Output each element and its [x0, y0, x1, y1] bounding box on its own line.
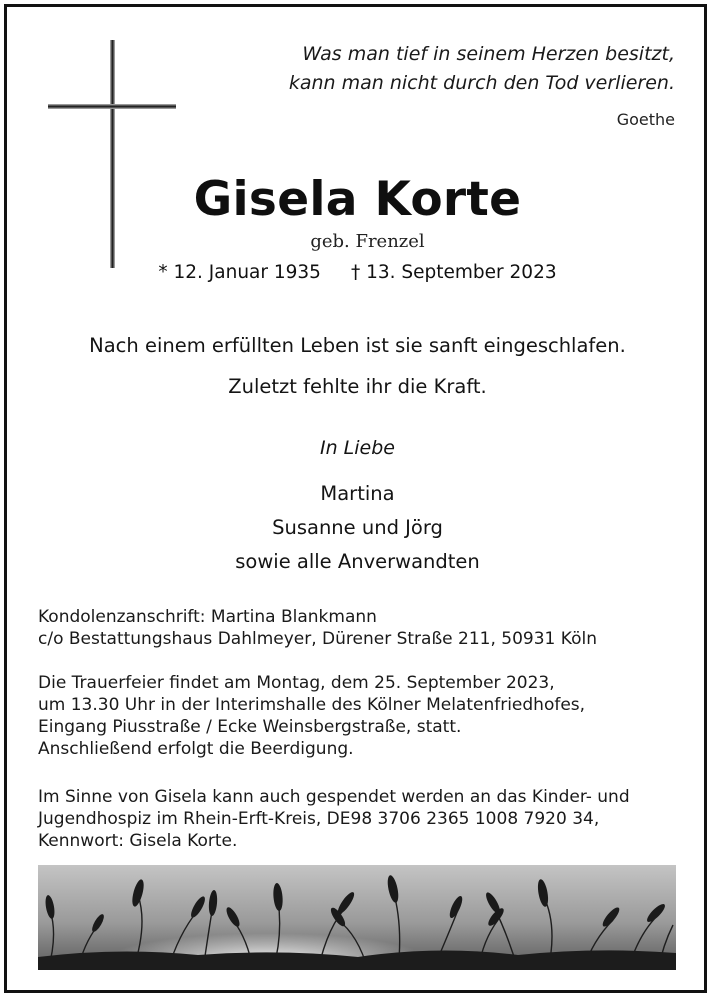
- message-line: Zuletzt fehlte ihr die Kraft.: [228, 375, 487, 398]
- condolence-address: [38, 606, 688, 650]
- death-date: † 13. September 2023: [350, 262, 557, 283]
- quote-author: Goethe: [616, 110, 675, 129]
- mourners-intro: In Liebe: [320, 437, 395, 459]
- info-line: Jugendhospiz im Rhein-Erft-Kreis, DE98 3706 2365 1008 7920 34,: [38, 809, 600, 829]
- info-line: Anschließend erfolgt die Beerdigung.: [38, 739, 354, 759]
- info-line: c/o Bestattungshaus Dahlmeyer, Dürener Straße 211, 50931 Köln: [38, 629, 597, 649]
- grass-silhouette-image: [38, 865, 676, 970]
- info-line: Die Trauerfeier findet am Montag, dem 25. September 2023,: [38, 673, 555, 693]
- mourner-name: Susanne und Jörg: [272, 516, 443, 539]
- ceremony-details: [38, 672, 688, 760]
- mourner-name: Martina: [320, 482, 395, 505]
- info-line: Eingang Piusstraße / Ecke Weinsbergstraße, statt.: [38, 717, 462, 737]
- mourners-list: [0, 477, 715, 579]
- quote-line: kann man nicht durch den Tod verlieren.: [288, 72, 675, 94]
- birth-date: * 12. Januar 1935: [158, 262, 321, 283]
- info-line: Im Sinne von Gisela kann auch gespendet werden an das Kinder- und: [38, 787, 630, 807]
- life-dates: [0, 262, 715, 283]
- info-line: um 13.30 Uhr in der Interimshalle des Kölner Melatenfriedhofes,: [38, 695, 586, 715]
- donation-details: [38, 786, 688, 852]
- info-line: Kennwort: Gisela Korte.: [38, 831, 238, 851]
- quote: [215, 40, 675, 98]
- deceased-name: Gisela Korte: [193, 172, 522, 227]
- mourner-name: sowie alle Anverwandten: [235, 550, 480, 573]
- birth-name: geb. Frenzel: [310, 231, 425, 252]
- quote-line: Was man tief in seinem Herzen besitzt,: [302, 43, 675, 65]
- message-line: Nach einem erfüllten Leben ist sie sanft eingeschlafen.: [89, 334, 626, 357]
- info-line: Kondolenzanschrift: Martina Blankmann: [38, 607, 377, 627]
